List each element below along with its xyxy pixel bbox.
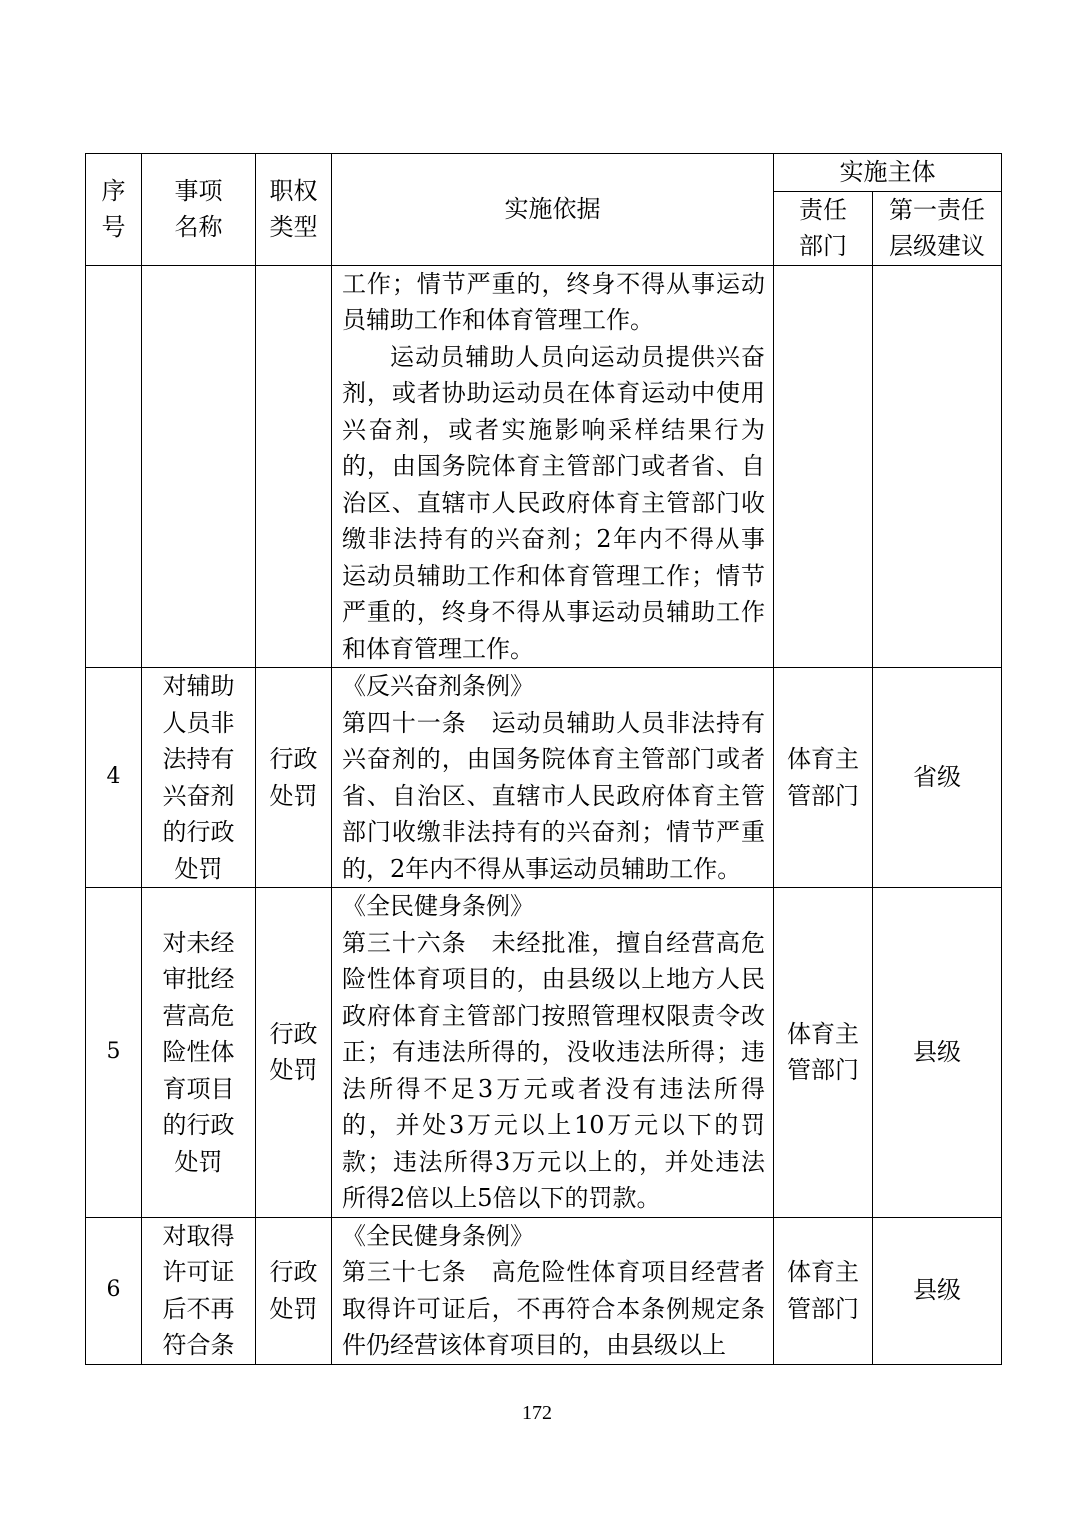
row-name: 对未经审批经营高危险性体育项目的行政处罚 (142, 888, 256, 1218)
page-number: 172 (522, 1402, 552, 1424)
header-item-name: 事项名称 (142, 154, 256, 266)
basis-law-title: 《反兴奋剂条例》 (342, 672, 534, 700)
basis-article: 第四十一条 运动员辅助人员非法持有兴奋剂的，由国务院体育主管部门或者省、自治区、直辖市人民政府体育主管部门收缴非法持有的兴奋剂；情节严重的，2年内不得从事运动员辅助工作。 (342, 708, 765, 883)
header-seq: 序号 (86, 154, 142, 266)
table-row (86, 1217, 1002, 1364)
row-seq (86, 265, 142, 668)
row-dept: 体育主管部门 (774, 1217, 873, 1364)
row-type: 行政处罚 (256, 668, 332, 888)
basis-law-title: 《全民健身条例》 (342, 1221, 534, 1250)
table-row (86, 265, 1002, 668)
table-row (86, 668, 1002, 888)
header-responsible-dept: 责任部门 (774, 191, 873, 265)
row-type: 行政处罚 (256, 888, 332, 1218)
row-level: 县级 (873, 1217, 1002, 1364)
row-dept (774, 265, 873, 668)
basis-paragraph: 运动员辅助人员向运动员提供兴奋剂，或者协助运动员在体育运动中使用兴奋剂，或者实施影响采样结果行为的，由国务院体育主管部门或者省、自治区、直辖市人民政府体育主管部门收缴非法持有的兴奋剂；2年内不得从事运动员辅助工作和体育管理工作；情节严重的，终身不得从事运动员辅助工作和体育管理工作。 (342, 342, 765, 663)
row-basis (332, 668, 774, 888)
basis-article: 第三十七条 高危险性体育项目经营者取得许可证后，不再符合本条例规定条件仍经营该体育项目的，由县级以上 (342, 1258, 765, 1359)
header-basis: 实施依据 (332, 154, 774, 266)
row-name: 对取得许可证后不再符合条 (142, 1217, 256, 1364)
row-type (256, 265, 332, 668)
header-first-level: 第一责任层级建议 (873, 191, 1002, 265)
header-authority-type: 职权类型 (256, 154, 332, 266)
row-seq: 5 (86, 888, 142, 1218)
row-basis (332, 1217, 774, 1364)
row-basis (332, 265, 774, 668)
regulation-table (85, 153, 1002, 1365)
row-level (873, 265, 1002, 668)
basis-article: 第三十六条 未经批准，擅自经营高危险性体育项目的，由县级以上地方人民政府体育主管部门按照管理权限责令改正；有违法所得的，没收违法所得；违法所得不足3万元或者没有违法所得的，并处3万元以上10万元以下的罚款；违法所得3万元以上的，并处违法所得2倍以上5倍以下的罚款。 (342, 928, 765, 1212)
basis-law-title: 《全民健身条例》 (342, 892, 534, 920)
row-seq: 6 (86, 1217, 142, 1364)
table-row (86, 888, 1002, 1218)
basis-paragraph: 工作；情节严重的，终身不得从事运动员辅助工作和体育管理工作。 (342, 269, 765, 334)
row-level: 县级 (873, 888, 1002, 1218)
row-basis (332, 888, 774, 1218)
row-seq: 4 (86, 668, 142, 888)
row-dept: 体育主管部门 (774, 668, 873, 888)
row-type: 行政处罚 (256, 1217, 332, 1364)
header-subject: 实施主体 (774, 154, 1002, 192)
row-name: 对辅助人员非法持有兴奋剂的行政处罚 (142, 668, 256, 888)
row-level: 省级 (873, 668, 1002, 888)
row-dept: 体育主管部门 (774, 888, 873, 1218)
row-name (142, 265, 256, 668)
